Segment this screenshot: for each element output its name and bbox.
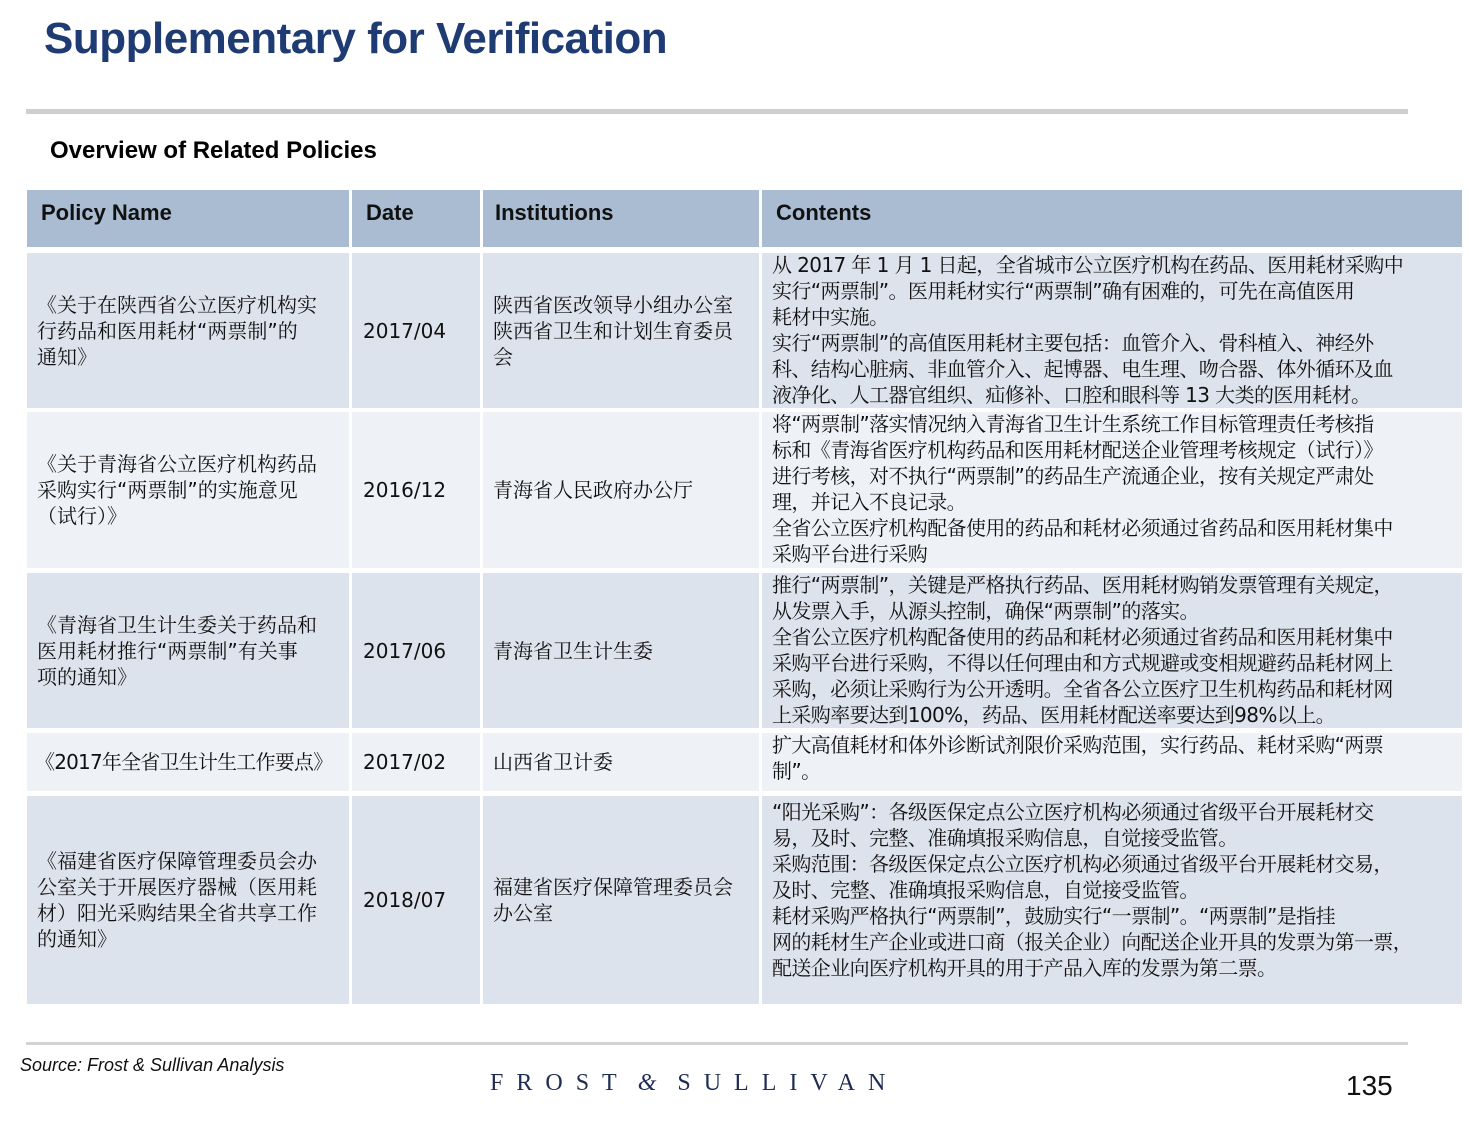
section-subtitle: Overview of Related Policies [50, 137, 377, 164]
policy-name-cell [27, 412, 349, 568]
institutions-cell [483, 412, 759, 568]
table-row [27, 733, 1462, 791]
policy-institutions: 陕西省医改领导小组办公室 陕西省卫生和计划生育委员 会 [493, 292, 733, 369]
header-policy-name: Policy Name [27, 190, 349, 247]
institutions-cell [483, 573, 759, 728]
policy-name-cell [27, 796, 349, 1004]
date-cell [352, 573, 480, 728]
policy-institutions: 福建省医疗保障管理委员会 办公室 [493, 875, 733, 925]
policy-date: 2017/06 [363, 638, 447, 663]
policy-name: 《关于青海省公立医疗机构药品 采购实行“两票制”的实施意见 （试行）》 [37, 452, 317, 528]
date-cell [352, 253, 480, 408]
institutions-cell [483, 796, 759, 1004]
logo-word-left: FROST [490, 1070, 630, 1096]
policy-date: 2018/07 [363, 888, 447, 912]
table-row [27, 796, 1462, 1004]
policy-name-cell [27, 253, 349, 408]
policy-name: 《2017年全省卫生计生工作要点》 [35, 750, 333, 774]
policy-date: 2016/12 [363, 478, 447, 502]
policy-contents: 从 2017 年 1 月 1 日起，全省城市公立医疗机构在药品、医用耗材采购中 实行“两票制”。医用耗材实行“两票制”确有困难的，可先在高值医用 耗材中实施。 实行“两票制”的高值医用耗材主要包括：血管介入、骨科植入、神经外 科、结构心脏病、非血管介入、起博器、电生理、吻合器、体外循环及血 液净化、人工器官组织、疝修补、口腔和眼科等 13 大类的医用耗材。 [772, 253, 1404, 407]
policy-contents: 推行“两票制”，关键是严格执行药品、医用耗材购销发票管理有关规定， 从发票入手，从源头控制，确保“两票制”的落实。 全省公立医疗机构配备使用的药品和耗材必须通过省药品和医用耗材集中 采购平台进行采购，不得以任何理由和方式规避或变相规避药品耗材网上 采购，必须让采购行为公开透明。全省各公立医疗卫生机构药品和耗材网 上采购率要达到100%，药品、医用耗材配送率要达到98%以上。 [772, 573, 1393, 727]
date-cell [352, 412, 480, 568]
policy-date: 2017/04 [363, 318, 447, 343]
frost-sullivan-logo [490, 1070, 898, 1097]
policy-name: 《关于在陕西省公立医疗机构实 行药品和医用耗材“两票制”的 通知》 [37, 292, 317, 369]
policy-name-cell [27, 733, 349, 791]
logo-ampersand: & [637, 1070, 670, 1096]
footer-divider [26, 1042, 1408, 1045]
policy-date: 2017/02 [363, 750, 447, 774]
institutions-cell [483, 733, 759, 791]
logo-word-right: SULLIVAN [677, 1070, 899, 1096]
table-row [27, 412, 1462, 568]
policy-institutions: 青海省人民政府办公厅 [493, 478, 693, 502]
policy-name: 《福建省医疗保障管理委员会办 公室关于开展医疗器械（医用耗 材）阳光采购结果全省共享工作 的通知》 [37, 849, 317, 951]
policy-institutions: 青海省卫生计生委 [493, 638, 653, 663]
institutions-cell [483, 253, 759, 408]
date-cell [352, 733, 480, 791]
header-institutions: Institutions [483, 190, 759, 247]
policy-name: 《青海省卫生计生委关于药品和 医用耗材推行“两票制”有关事 项的通知》 [37, 612, 317, 689]
contents-cell [762, 796, 1462, 1004]
policy-institutions: 山西省卫计委 [493, 750, 613, 774]
table-row [27, 573, 1462, 728]
contents-cell [762, 253, 1462, 408]
table-row [27, 253, 1462, 408]
source-note: Source: Frost & Sullivan Analysis [20, 1055, 285, 1075]
policy-contents: 扩大高值耗材和体外诊断试剂限价采购范围，实行药品、耗材采购“两票 制”。 [772, 733, 1384, 783]
date-cell [352, 796, 480, 1004]
header-date: Date [352, 190, 480, 247]
policy-contents: “阳光采购”：各级医保定点公立医疗机构必须通过省级平台开展耗材交 易，及时、完整、准确填报采购信息，自觉接受监管。 采购范围：各级医保定点公立医疗机构必须通过省级平台开展耗材交易， 及时、完整、准确填报采购信息，自觉接受监管。 耗材采购严格执行“两票制”，鼓励实行“一票制”。“两票制”是指挂 网的耗材生产企业或进口商（报关企业）向配送企业开具的发票为第一票， 配送企业向医疗机构开具的用于产品入库的发票为第二票。 [772, 800, 1413, 980]
table-header-row [27, 190, 1462, 247]
title-divider [26, 109, 1408, 114]
contents-cell [762, 573, 1462, 728]
contents-cell [762, 412, 1462, 568]
policy-contents: 将“两票制”落实情况纳入青海省卫生计生系统工作目标管理责任考核指 标和《青海省医疗机构药品和医用耗材配送企业管理考核规定（试行）》 进行考核，对不执行“两票制”的药品生产流通企业，按有关规定严肃处 理，并记入不良记录。 全省公立医疗机构配备使用的药品和耗材必须通过省药品和医用耗材集中 采购平台进行采购 [772, 412, 1393, 566]
page-title: Supplementary for Verification [44, 14, 668, 63]
page-number: 135 [1346, 1070, 1393, 1101]
header-contents: Contents [762, 190, 1462, 247]
contents-cell [762, 733, 1462, 791]
policy-name-cell [27, 573, 349, 728]
